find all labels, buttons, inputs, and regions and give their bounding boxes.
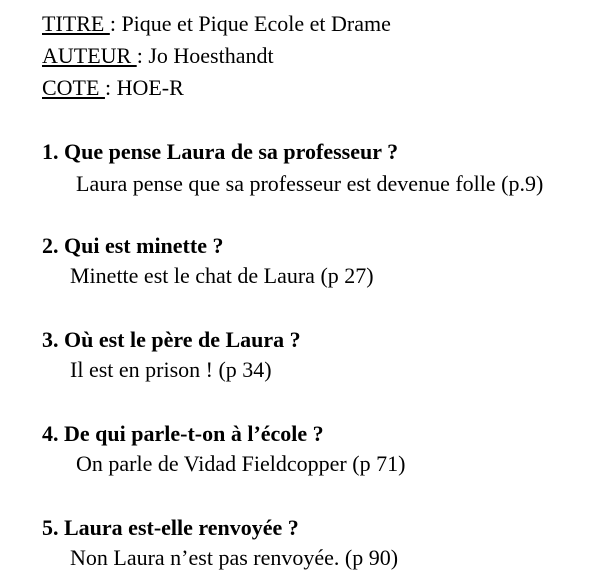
cote-key: COTE [42,75,105,100]
title-line [42,12,391,36]
title-key: TITRE [42,11,110,36]
answer-5: Non Laura n’est pas renvoyée. (p 90) [70,545,399,570]
author-value: : Jo Hoesthandt [136,43,274,68]
author-line [42,44,274,68]
cote-value: : HOE-R [104,75,184,100]
question-1: 1. Que pense Laura de sa professeur ? [42,139,399,164]
question-2: 2. Qui est minette ? [42,233,224,258]
question-4: 4. De qui parle-t-on à l’école ? [42,421,324,446]
answer-1: Laura pense que sa professeur est devenue folle (p.9) [76,171,544,196]
question-5: 5. Laura est-elle renvoyée ? [42,515,299,540]
answer-2: Minette est le chat de Laura (p 27) [70,263,374,288]
answer-3: Il est en prison ! (p 34) [70,357,272,382]
author-key: AUTEUR [42,43,137,68]
question-3: 3. Où est le père de Laura ? [42,327,301,352]
answer-4: On parle de Vidad Fieldcopper (p 71) [76,451,406,476]
title-value: : Pique et Pique Ecole et Drame [109,11,391,36]
cote-line [42,76,184,100]
